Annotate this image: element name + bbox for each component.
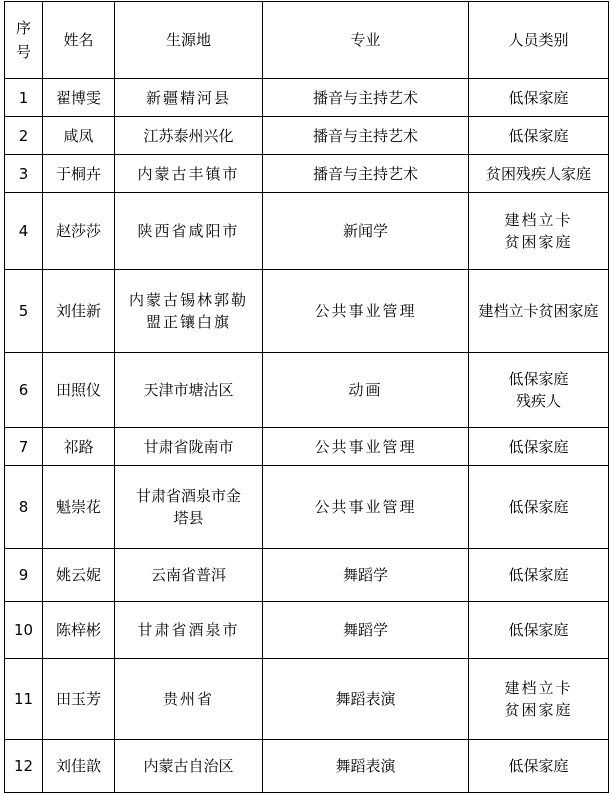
cell-origin: 甘肃省酒泉市金 塔县 bbox=[115, 466, 263, 549]
cell-major: 舞蹈学 bbox=[263, 602, 469, 659]
cell-no: 12 bbox=[5, 740, 43, 793]
cell-category: 低保家庭 bbox=[469, 79, 609, 117]
cell-name: 姚云妮 bbox=[43, 549, 115, 602]
cell-origin: 甘肃省酒泉市 bbox=[115, 602, 263, 659]
cell-category: 低保家庭 bbox=[469, 549, 609, 602]
table-row bbox=[5, 117, 609, 155]
cell-major: 舞蹈表演 bbox=[263, 740, 469, 793]
cell-origin: 内蒙古自治区 bbox=[115, 740, 263, 793]
cell-name: 刘佳新 bbox=[43, 270, 115, 353]
table-row bbox=[5, 466, 609, 549]
cell-no: 8 bbox=[5, 466, 43, 549]
cell-origin: 甘肃省陇南市 bbox=[115, 428, 263, 466]
cell-major: 舞蹈表演 bbox=[263, 659, 469, 740]
cell-origin: 贵州省 bbox=[115, 659, 263, 740]
table-row bbox=[5, 79, 609, 117]
cell-origin: 内蒙古锡林郭勒 盟正镶白旗 bbox=[115, 270, 263, 353]
table-row bbox=[5, 193, 609, 270]
cell-origin: 新疆精河县 bbox=[115, 79, 263, 117]
cell-name: 陈梓彬 bbox=[43, 602, 115, 659]
cell-name: 于桐卉 bbox=[43, 155, 115, 193]
table-header-row bbox=[5, 2, 609, 79]
table-row bbox=[5, 549, 609, 602]
cell-category: 低保家庭 bbox=[469, 117, 609, 155]
cell-origin: 天津市塘沽区 bbox=[115, 353, 263, 428]
cell-no: 9 bbox=[5, 549, 43, 602]
cell-category: 低保家庭 残疾人 bbox=[469, 353, 609, 428]
cell-category: 低保家庭 bbox=[469, 466, 609, 549]
cell-major: 动画 bbox=[263, 353, 469, 428]
cell-name: 田玉芳 bbox=[43, 659, 115, 740]
cell-no: 10 bbox=[5, 602, 43, 659]
cell-name: 赵莎莎 bbox=[43, 193, 115, 270]
header-name: 姓名 bbox=[43, 2, 115, 79]
cell-category: 贫困残疾人家庭 bbox=[469, 155, 609, 193]
cell-category: 低保家庭 bbox=[469, 602, 609, 659]
header-major: 专业 bbox=[263, 2, 469, 79]
table-row bbox=[5, 740, 609, 793]
table-row bbox=[5, 353, 609, 428]
cell-category: 低保家庭 bbox=[469, 740, 609, 793]
cell-origin: 江苏泰州兴化 bbox=[115, 117, 263, 155]
cell-major: 播音与主持艺术 bbox=[263, 79, 469, 117]
cell-major: 播音与主持艺术 bbox=[263, 117, 469, 155]
cell-name: 祁路 bbox=[43, 428, 115, 466]
cell-name: 刘佳歆 bbox=[43, 740, 115, 793]
table-row bbox=[5, 602, 609, 659]
cell-no: 4 bbox=[5, 193, 43, 270]
cell-category: 建档立卡 贫困家庭 bbox=[469, 193, 609, 270]
cell-name: 翟博雯 bbox=[43, 79, 115, 117]
cell-category: 低保家庭 bbox=[469, 428, 609, 466]
table-row bbox=[5, 428, 609, 466]
cell-name: 咸凤 bbox=[43, 117, 115, 155]
cell-no: 5 bbox=[5, 270, 43, 353]
cell-origin: 云南省普洱 bbox=[115, 549, 263, 602]
cell-no: 3 bbox=[5, 155, 43, 193]
cell-major: 播音与主持艺术 bbox=[263, 155, 469, 193]
cell-no: 6 bbox=[5, 353, 43, 428]
cell-major: 公共事业管理 bbox=[263, 428, 469, 466]
cell-name: 魁崇花 bbox=[43, 466, 115, 549]
cell-origin: 内蒙古丰镇市 bbox=[115, 155, 263, 193]
cell-category: 建档立卡贫困家庭 bbox=[469, 270, 609, 353]
cell-name: 田照仪 bbox=[43, 353, 115, 428]
cell-no: 7 bbox=[5, 428, 43, 466]
table-row bbox=[5, 270, 609, 353]
header-origin: 生源地 bbox=[115, 2, 263, 79]
cell-major: 新闻学 bbox=[263, 193, 469, 270]
cell-major: 公共事业管理 bbox=[263, 466, 469, 549]
cell-major: 公共事业管理 bbox=[263, 270, 469, 353]
cell-no: 1 bbox=[5, 79, 43, 117]
header-seq: 序 号 bbox=[5, 2, 43, 79]
cell-major: 舞蹈学 bbox=[263, 549, 469, 602]
header-category: 人员类别 bbox=[469, 2, 609, 79]
cell-no: 2 bbox=[5, 117, 43, 155]
table-row bbox=[5, 659, 609, 740]
student-roster-table bbox=[4, 1, 609, 793]
cell-category: 建档立卡 贫困家庭 bbox=[469, 659, 609, 740]
table-row bbox=[5, 155, 609, 193]
cell-no: 11 bbox=[5, 659, 43, 740]
cell-origin: 陕西省咸阳市 bbox=[115, 193, 263, 270]
